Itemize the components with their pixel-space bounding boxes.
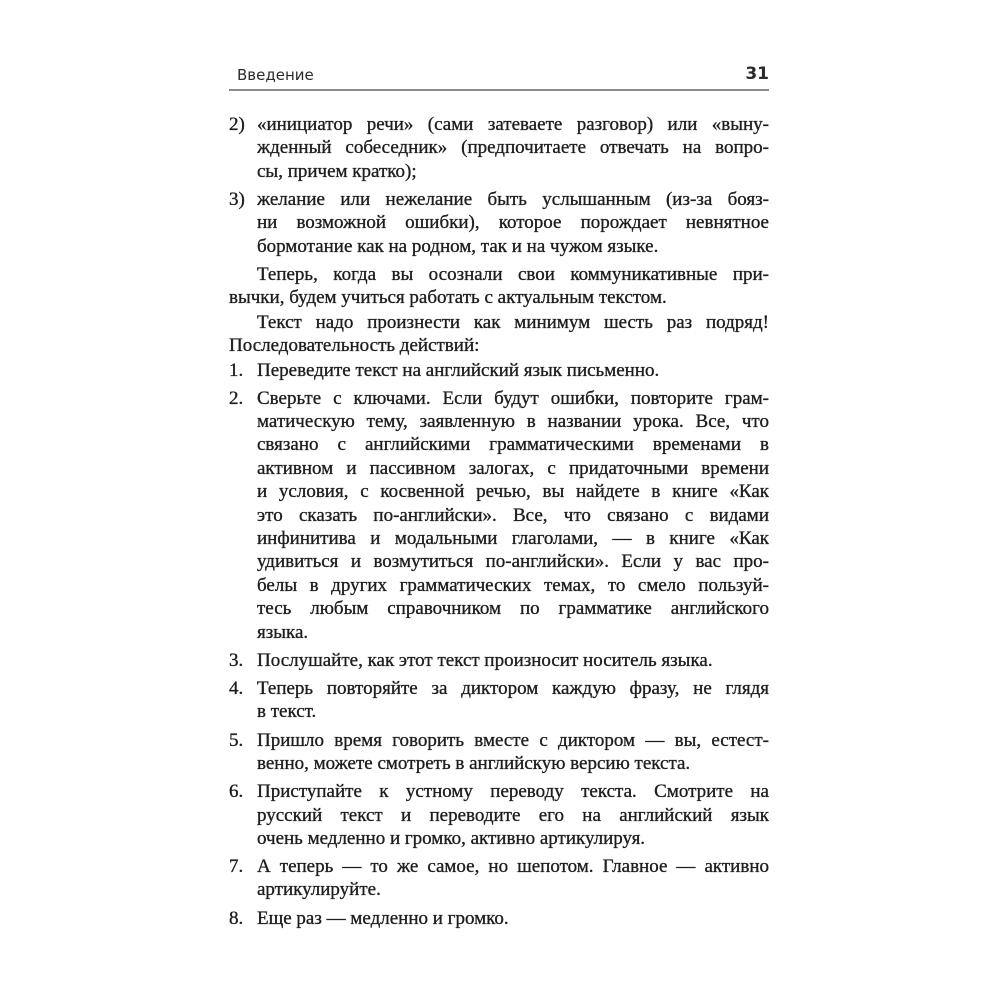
running-head	[237, 64, 769, 86]
header-rule	[229, 89, 769, 91]
item-number: 5.	[229, 729, 244, 751]
step-item	[229, 855, 769, 902]
text-line: Теперь, когда вы осознали свои коммуникативные при-	[257, 263, 769, 285]
text-line: связано с английскими грамматическими временами в	[257, 434, 769, 456]
step-item	[229, 729, 769, 776]
text-line: артикулируйте.	[257, 879, 381, 901]
step-item	[229, 359, 769, 382]
text-line: сы, причем кратко);	[257, 160, 417, 182]
text-line: Послушайте, как этот текст произносит носитель языка.	[257, 649, 713, 671]
section-title: Введение	[237, 66, 314, 84]
page-body	[229, 113, 769, 935]
paragraph	[229, 311, 769, 358]
text-line: вычки, будем учиться работать с актуальным текстом.	[229, 287, 667, 309]
item-number: 2.	[229, 387, 244, 409]
text-line: Переведите текст на английский язык письменно.	[257, 359, 660, 381]
text-line: очень медленно и громко, активно артикулируя.	[257, 827, 646, 849]
paragraphs	[229, 263, 769, 358]
text-line: ни возможной ошибки), которое порождает невнятное	[257, 212, 769, 234]
item-number: 7.	[229, 856, 244, 878]
item-number: 8.	[229, 907, 244, 929]
text-line: Пришло время говорить вместе с диктором — вы, естест-	[257, 729, 769, 751]
text-line: Теперь повторяйте за диктором каждую фразу, не глядя	[257, 677, 769, 699]
text-line: это сказать по-английски». Все, что связано с видами	[257, 504, 769, 526]
text-line: русский текст и переводите его на английский язык	[257, 804, 769, 826]
text-line: удивиться и возмутиться по-английски». Если у вас про-	[257, 551, 769, 573]
text-line: бормотание как на родном, так и на чужом языке.	[257, 235, 659, 257]
text-line: языка.	[257, 621, 309, 643]
text-line: матическую тему, заявленную в названии урока. Все, что	[257, 411, 769, 433]
intro-item	[229, 188, 769, 258]
step-item	[229, 649, 769, 672]
text-line: и условия, с косвенной речью, вы найдете в книге «Как	[257, 481, 769, 503]
text-line: желание или нежелание быть услышанным (из-за бояз-	[257, 188, 769, 210]
text-line: тесь любым справочником по грамматике английского	[257, 598, 769, 620]
step-item	[229, 780, 769, 850]
paragraph	[229, 263, 769, 310]
step-item	[229, 907, 769, 930]
text-line: Еще раз — медленно и громко.	[257, 907, 509, 929]
step-item	[229, 387, 769, 644]
text-line: Последовательность действий:	[229, 335, 480, 357]
text-line: белы в других грамматических темах, то смело пользуй-	[257, 574, 769, 596]
text-line: А теперь — то же самое, но шепотом. Главное — активно	[257, 856, 769, 878]
item-number: 3.	[229, 649, 244, 671]
page-number: 31	[745, 64, 769, 84]
intro-list	[229, 113, 769, 258]
text-line: жденный собеседник» (предпочитаете отвечать на вопро-	[257, 137, 769, 159]
item-number: 1.	[229, 359, 244, 381]
text-line: венно, можете смотреть в английскую версию текста.	[257, 752, 691, 774]
item-number: 3)	[229, 188, 245, 210]
item-number: 2)	[229, 114, 245, 135]
text-line: «инициатор речи» (сами затеваете разговор) или «выну-	[257, 114, 769, 135]
text-line: Сверьте с ключами. Если будут ошибки, повторите грам-	[257, 387, 769, 409]
text-line: инфинитива и модальными глаголами, — в книге «Как	[257, 528, 769, 550]
item-number: 4.	[229, 677, 244, 699]
text-line: Приступайте к устному переводу текста. Смотрите на	[257, 781, 769, 803]
intro-item	[229, 113, 769, 183]
steps-list	[229, 359, 769, 931]
text-line: активном и пассивном залогах, с придаточными времени	[257, 457, 769, 479]
text-line: Текст надо произнести как минимум шесть раз подряд!	[257, 311, 769, 333]
step-item	[229, 677, 769, 724]
text-line: в текст.	[257, 701, 317, 723]
item-number: 6.	[229, 781, 244, 803]
